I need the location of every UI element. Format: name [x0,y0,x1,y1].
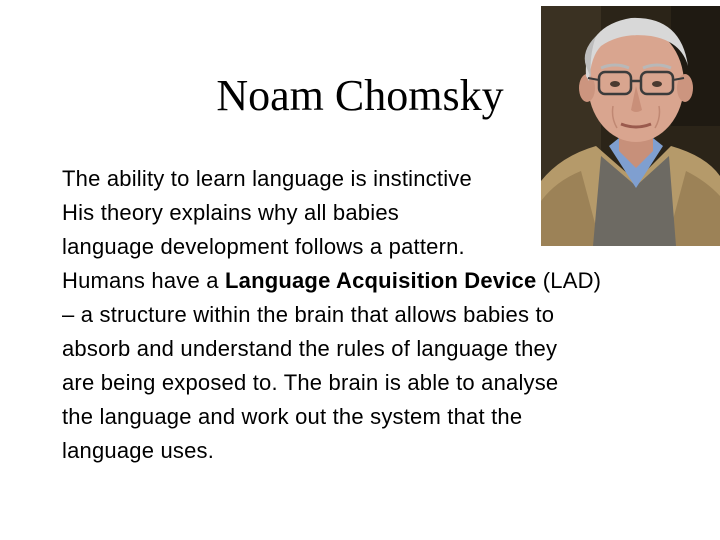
slide-title: Noam Chomsky [216,71,504,120]
body-line: are being exposed to. The brain is able to analyse [62,370,559,395]
body-line: His theory explains why all babies [62,200,399,225]
body-line: absorb and understand the rules of language they [62,336,558,361]
lad-line [62,264,662,298]
body-line: the language and work out the system that the [62,404,523,429]
lad-term: Language Acquisition Device [225,268,537,293]
lad-prefix: Humans have a [62,268,225,293]
body-line: language development follows a pattern. [62,234,465,259]
lad-suffix: (LAD) [536,268,602,293]
body-line: language uses. [62,438,215,463]
body-line: The ability to learn language is instinctive [62,166,472,191]
slide-body [62,162,662,468]
body-line: – a structure within the brain that allows babies to [62,302,555,327]
